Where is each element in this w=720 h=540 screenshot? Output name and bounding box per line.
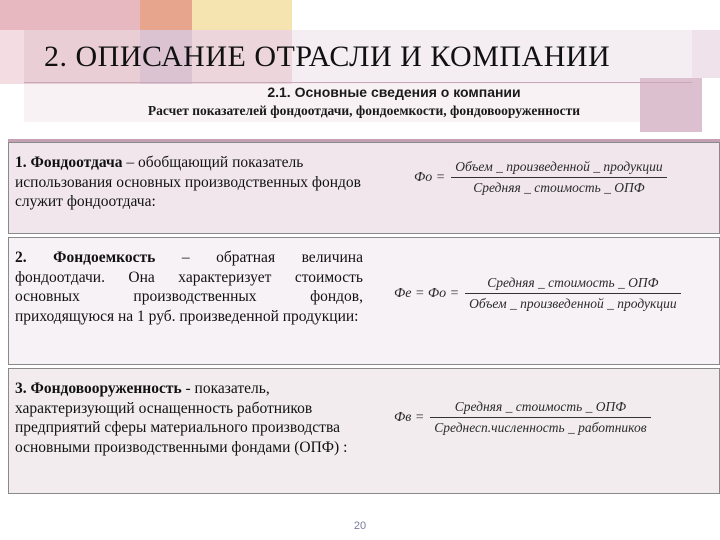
title-divider (24, 82, 692, 83)
formula-denominator: Среднесп.численность _ работников (434, 420, 647, 435)
section-text (15, 379, 367, 457)
formula-fraction (451, 159, 666, 196)
section-term: 3. Фондовооруженность (15, 380, 182, 397)
section-text (15, 153, 365, 212)
section-term: 1. Фондоотдача (15, 154, 123, 171)
formula-numerator: Объем _ произведенной _ продукции (455, 159, 663, 174)
formula-numerator: Средняя _ стоимость _ ОПФ (487, 275, 659, 290)
header-decoration (692, 30, 720, 78)
slide-subheading: Расчет показателей фондоотдачи, фондоемкости, фондовооруженности (147, 103, 581, 118)
section-capital-productivity (8, 142, 720, 234)
formula-denominator: Средняя _ стоимость _ ОПФ (473, 180, 645, 195)
section-capital-equipment (8, 368, 720, 494)
header-decoration (140, 0, 192, 30)
header-decoration (0, 30, 24, 84)
section-text (15, 248, 363, 326)
slide-subtitle: 2.1. Основные сведения о компании (267, 84, 521, 100)
slide-title: 2. ОПИСАНИЕ ОТРАСЛИ И КОМПАНИИ (44, 40, 611, 73)
formula-lhs: Фе = Фо = (394, 285, 460, 301)
section-description: – обратная величина фондоотдачи. Она характеризует стоимость основных производственных фондов, приходящуюся на 1 руб. произведенной продукции: (15, 249, 363, 325)
formula-capital-intensity (394, 275, 681, 312)
section-description: – обобщающий показатель использования основных производственных фондов служит фондоотдача: (15, 154, 361, 210)
formula-lhs: Фв = (394, 409, 425, 425)
formula-capital-productivity (414, 159, 667, 196)
formula-fraction (430, 399, 650, 436)
formula-fraction (465, 275, 680, 312)
header-decoration (192, 0, 292, 30)
page-number: 20 (353, 520, 367, 532)
formula-lhs: Фо = (414, 169, 446, 185)
section-description: - показатель, характеризующий оснащенность работников предприятий сферы материального производства основными производственными фондами (ОПФ) : (15, 380, 348, 456)
formula-denominator: Объем _ произведенной _ продукции (469, 296, 677, 311)
formula-capital-equipment (394, 399, 651, 436)
section-capital-intensity (8, 237, 720, 365)
section-term: 2. Фондоемкость (15, 249, 156, 266)
formula-numerator: Средняя _ стоимость _ ОПФ (454, 399, 627, 414)
header-decoration (0, 0, 140, 30)
